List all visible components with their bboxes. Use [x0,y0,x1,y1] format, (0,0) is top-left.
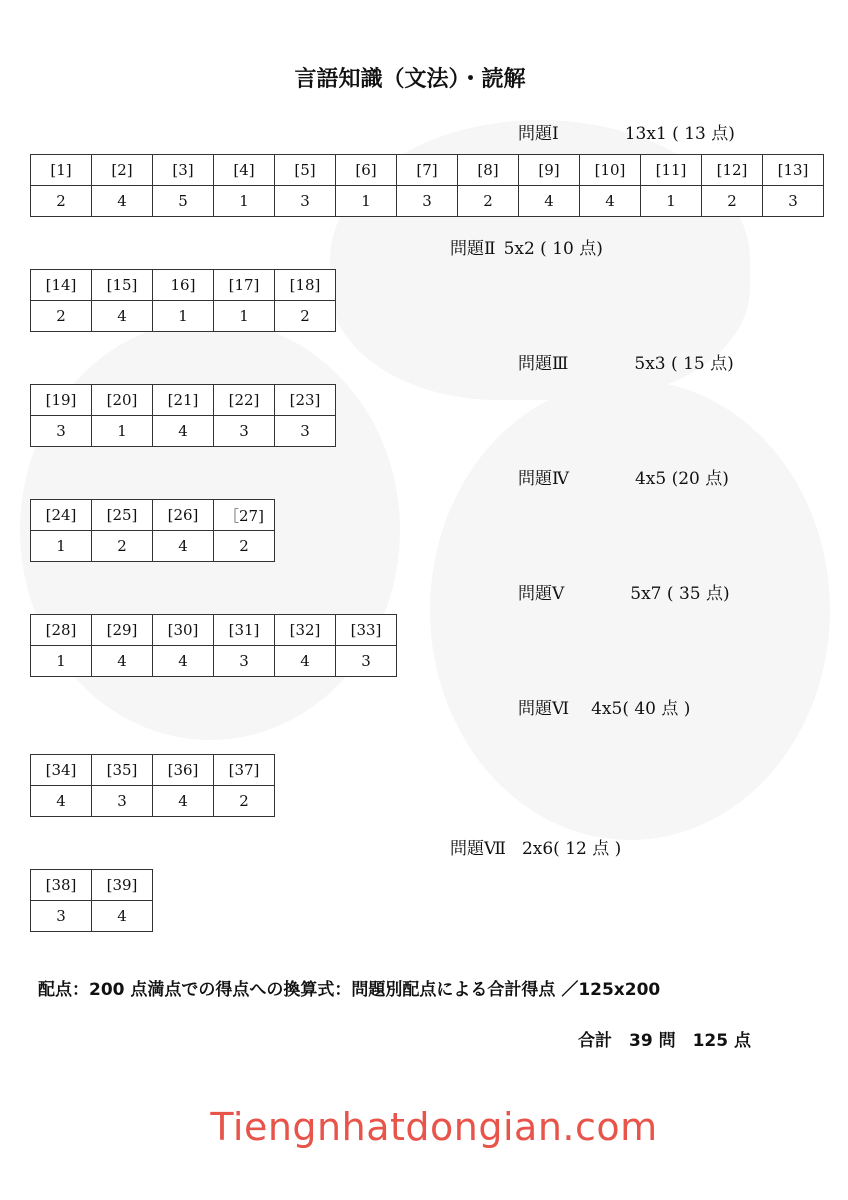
question-row [31,385,336,416]
question-row [31,615,397,646]
answer-table-2 [30,269,336,332]
answer-cell: 4 [92,301,153,332]
question-number-cell: [11] [641,155,702,186]
answer-cell: 2 [702,186,763,217]
question-number-cell: [38] [31,870,92,901]
answer-cell: 1 [153,301,214,332]
answer-cell: 3 [31,901,92,932]
answer-cell: 1 [214,186,275,217]
answer-cell: 4 [92,901,153,932]
section-label-4 [518,464,729,489]
answer-cell: 3 [214,416,275,447]
answer-row [31,901,153,932]
watermark-circle-right [430,380,830,840]
site-brand[interactable]: Tiengnhatdongian.com [210,1105,658,1149]
question-number-cell: [34] [31,755,92,786]
question-number-cell: [33] [336,615,397,646]
answer-cell: 1 [641,186,702,217]
answer-cell: 3 [214,646,275,677]
section-label-7-points: 2x6( 12 点 ) [521,839,622,859]
question-number-cell: 16] [153,270,214,301]
answer-table-6 [30,754,275,817]
question-number-cell: [7] [397,155,458,186]
question-number-cell: [6] [336,155,397,186]
question-number-cell: [35] [92,755,153,786]
answer-cell: 1 [31,531,92,562]
section-label-6 [518,694,690,719]
section-label-1-points: 13x1 ( 13 点) [624,124,735,144]
question-number-cell: [2] [92,155,153,186]
answer-cell: 4 [153,786,214,817]
question-row [31,755,275,786]
section-label-4-name: 問題Ⅳ [518,469,569,489]
answer-cell: 4 [275,646,336,677]
question-row [31,870,153,901]
answer-table-4 [30,499,275,562]
answer-cell: 2 [92,531,153,562]
section-label-5 [518,579,730,604]
question-number-cell: [24] [31,500,92,531]
question-number-cell: [14] [31,270,92,301]
question-number-cell: [26] [153,500,214,531]
section-label-7 [450,834,621,859]
answer-row [31,416,336,447]
answer-row [31,531,275,562]
answer-table-1 [30,154,824,217]
answer-cell: 2 [458,186,519,217]
question-number-cell: [17] [214,270,275,301]
answer-row [31,301,336,332]
question-number-cell: [4] [214,155,275,186]
question-number-cell: [28] [31,615,92,646]
answer-cell: 2 [275,301,336,332]
section-label-5-name: 問題Ⅴ [518,584,565,604]
answer-table-3 [30,384,336,447]
question-number-cell: [36] [153,755,214,786]
question-number-cell: [3] [153,155,214,186]
section-label-2-name: 問題Ⅱ [450,239,496,259]
question-number-cell: [9] [519,155,580,186]
answer-cell: 4 [92,186,153,217]
answer-cell: 1 [336,186,397,217]
section-label-3-name: 問題Ⅲ [518,354,569,374]
answer-cell: 4 [153,416,214,447]
answer-cell: 3 [275,186,336,217]
answer-row [31,646,397,677]
answer-cell: 3 [92,786,153,817]
question-row [31,500,275,531]
answer-cell: 3 [763,186,824,217]
section-label-4-points: 4x5 (20 点) [634,469,729,489]
question-number-cell: [1] [31,155,92,186]
section-label-6-name: 問題Ⅵ [518,699,570,719]
answer-table-5 [30,614,397,677]
answer-cell: 5 [153,186,214,217]
answer-cell: 2 [214,786,275,817]
question-number-cell: [19] [31,385,92,416]
question-number-cell: [39] [92,870,153,901]
question-number-cell: ［27] [214,500,275,531]
answer-cell: 4 [92,646,153,677]
total-summary: 合計 39 問 125 点 [578,1031,751,1051]
answer-cell: 4 [153,646,214,677]
question-number-cell: [29] [92,615,153,646]
question-number-cell: [13] [763,155,824,186]
section-label-6-points: 4x5( 40 点 ) [591,699,691,719]
section-label-1-name: 問題Ⅰ [518,124,559,144]
question-number-cell: [32] [275,615,336,646]
question-row [31,155,824,186]
section-label-3 [518,349,734,374]
question-number-cell: [5] [275,155,336,186]
question-row [31,270,336,301]
answer-cell: 2 [31,186,92,217]
answer-table-7 [30,869,153,932]
scoring-formula: 配点：200 点満点での得点への換算式：問題別配点による合計得点 ／125x200 [38,980,661,1000]
section-label-3-points: 5x3 ( 15 点) [634,354,734,374]
question-number-cell: [37] [214,755,275,786]
answer-cell: 3 [275,416,336,447]
answer-row [31,186,824,217]
question-number-cell: [30] [153,615,214,646]
answer-cell: 4 [580,186,641,217]
section-label-2-points: 5x2 ( 10 点) [503,239,603,259]
answer-cell: 4 [519,186,580,217]
answer-cell: 4 [31,786,92,817]
answer-cell: 3 [31,416,92,447]
question-number-cell: [8] [458,155,519,186]
answer-cell: 3 [336,646,397,677]
question-number-cell: [12] [702,155,763,186]
question-number-cell: [20] [92,385,153,416]
question-number-cell: [25] [92,500,153,531]
answer-cell: 1 [92,416,153,447]
answer-cell: 4 [153,531,214,562]
question-number-cell: [22] [214,385,275,416]
question-number-cell: [31] [214,615,275,646]
answer-cell: 3 [397,186,458,217]
section-label-7-name: 問題Ⅶ [450,839,506,859]
question-number-cell: [18] [275,270,336,301]
question-number-cell: [15] [92,270,153,301]
answer-cell: 2 [31,301,92,332]
question-number-cell: [23] [275,385,336,416]
page-title: 言語知識（文法）・読解 [294,66,526,92]
section-label-5-points: 5x7 ( 35 点) [630,584,730,604]
answer-cell: 1 [31,646,92,677]
answer-cell: 2 [214,531,275,562]
answer-cell: 1 [214,301,275,332]
section-label-1 [518,119,735,144]
question-number-cell: [10] [580,155,641,186]
question-number-cell: [21] [153,385,214,416]
answer-row [31,786,275,817]
section-label-2 [450,234,603,259]
